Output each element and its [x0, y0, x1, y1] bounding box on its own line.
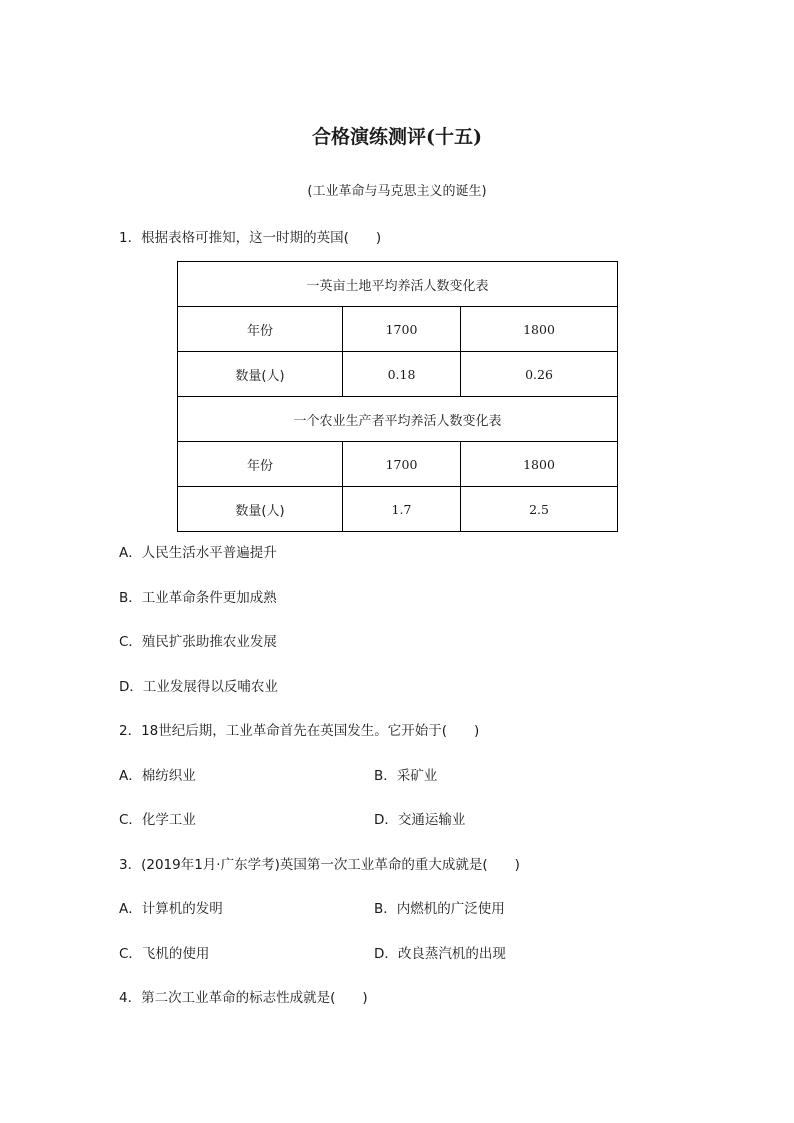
question-1-option-b: B．工业革命条件更加成熟: [119, 590, 277, 606]
question-3-option-b: B．内燃机的广泛使用: [374, 901, 505, 917]
page-subtitle: (工业革命与马克思主义的诞生): [307, 184, 487, 199]
table2-title: 一个农业生产者平均养活人数变化表: [178, 397, 618, 442]
table1-count-1700: 0.18: [343, 352, 461, 397]
table1-year-1700: 1700: [343, 307, 461, 352]
table1-year-label: 年份: [178, 307, 343, 352]
table1-count-label: 数量(人): [178, 352, 343, 397]
question-2-option-a: A．棉纺织业: [119, 768, 196, 784]
question-2-option-b: B．采矿业: [374, 768, 438, 784]
question-3-option-a: A．计算机的发明: [119, 901, 223, 917]
question-2-option-d: D．交通运输业: [374, 812, 466, 828]
table2-year-1800: 1800: [461, 442, 618, 487]
question-1-option-d: D．工业发展得以反哺农业: [119, 679, 278, 695]
question-3-option-d: D．改良蒸汽机的出现: [374, 946, 506, 962]
question-1-option-c: C．殖民扩张助推农业发展: [119, 634, 277, 650]
table2-year-label: 年份: [178, 442, 343, 487]
question-2-stem: 2．18世纪后期，工业革命首先在英国发生。它开始于( ): [119, 723, 480, 739]
question-4-stem: 4．第二次工业革命的标志性成就是( ): [119, 990, 368, 1006]
table2-count-1800: 2.5: [461, 487, 618, 532]
table1-count-1800: 0.26: [461, 352, 618, 397]
table2-count-label: 数量(人): [178, 487, 343, 532]
question-1-stem: 1．根据表格可推知，这一时期的英国( ): [119, 230, 382, 246]
table2-count-1700: 1.7: [343, 487, 461, 532]
table1-title: 一英亩土地平均养活人数变化表: [178, 262, 618, 307]
question-3-stem: 3．(2019年1月·广东学考)英国第一次工业革命的重大成就是( ): [119, 857, 520, 873]
table1-year-1800: 1800: [461, 307, 618, 352]
table2-year-1700: 1700: [343, 442, 461, 487]
question-3-option-c: C．飞机的使用: [119, 946, 210, 962]
question-1-option-a: A．人民生活水平普遍提升: [119, 545, 277, 561]
data-table: [177, 261, 618, 532]
question-2-option-c: C．化学工业: [119, 812, 196, 828]
page-title: 合格演练测评(十五): [312, 126, 482, 148]
